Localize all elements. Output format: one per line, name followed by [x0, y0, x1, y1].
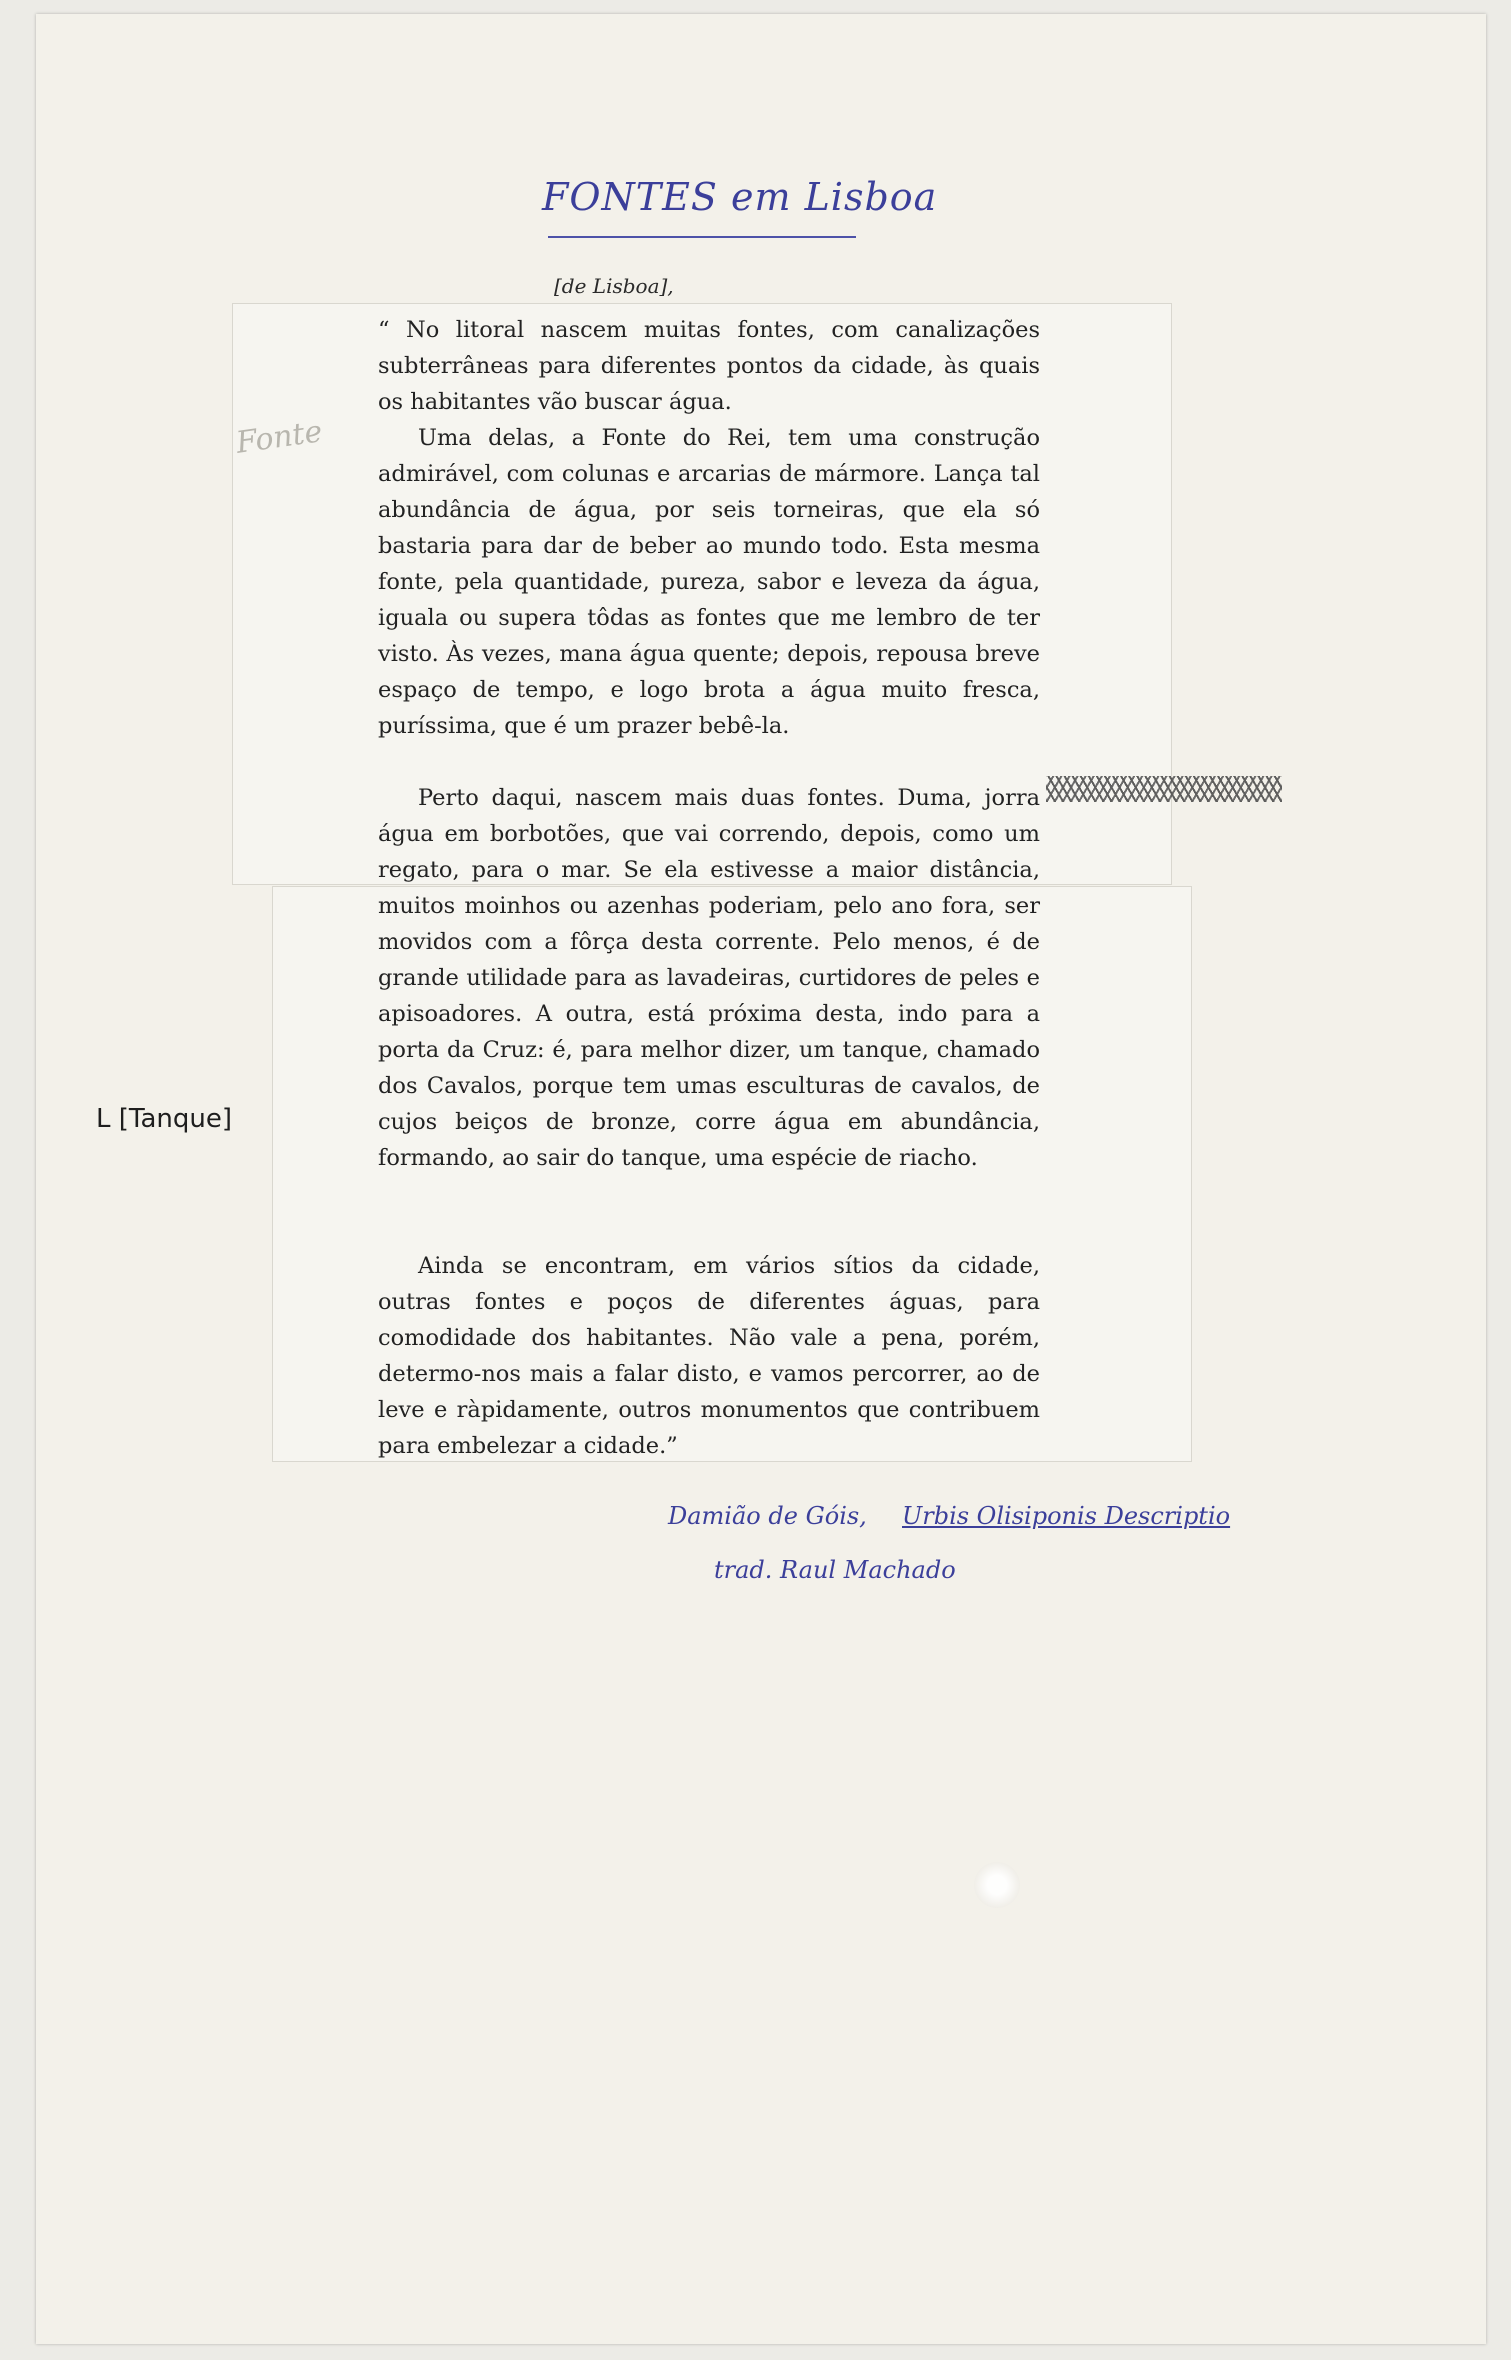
title-underline — [548, 236, 856, 238]
paragraph-3: Perto daqui, nascem mais duas fontes. Duma, jorra água em borbotões, que vai correndo, depois, como um regato, para o mar. Se ela estivesse a maior distância, muitos moinhos ou azenhas poderiam, pelo ano fora, ser movidos com a fôrça desta corrente. Pelo menos, é de grande utilidade para as lavadeiras, curtidores de peles e apisoadores. A outra, está próxima desta, indo para a porta da Cruz: é, para melhor dizer, um tanque, chamado dos Cavalos, porque tem umas esculturas de cavalos, de cujos beiços de bronze, corre água em abundância, formando, ao sair do tanque, uma espécie de riacho. — [378, 785, 1040, 1171]
attribution-source: Urbis Olisiponis Descriptio — [902, 1502, 1231, 1530]
margin-note-fonte: Fonte — [233, 414, 325, 461]
paragraph-2: Uma delas, a Fonte do Rei, tem uma construção admirável, com colunas e arcarias de mármore. Lança tal abundância de água, por seis torneiras, que ela só bastaria para dar de beber ao mundo todo. Esta mesma fonte, pela quantidade, pureza, sabor e leveza da água, iguala ou supera tôdas as fontes que me lembro de ter visto. Às vezes, mana água quente; depois, repousa breve espaço de tempo, e logo brota a água muito fresca, puríssima, que é um prazer bebê-la. — [378, 425, 1040, 739]
handwritten-title: FONTES em Lisboa — [542, 175, 938, 219]
attribution-translator: trad. Raul Machado — [714, 1556, 956, 1584]
paragraph-1: “ No litoral nascem muitas fontes, com canalizações subterrâneas para diferentes pontos da cidade, às quais os habitantes vão buscar água. — [378, 317, 1040, 415]
paper-stain — [974, 1862, 1020, 1908]
insertion-note: [de Lisboa], — [554, 274, 674, 298]
crossed-out-words — [1046, 776, 1282, 802]
paragraph-4: Ainda se encontram, em vários sítios da cidade, outras fontes e poços de diferentes águas, para comodidade dos habitantes. Não vale a pena, porém, determo-nos mais a falar disto, e vamos percorrer, ao de leve e ràpidamente, outros monumentos que contribuem para embelezar a cidade.” — [378, 1253, 1040, 1459]
margin-note-tanque: L [Tanque] — [96, 1104, 233, 1134]
attribution-author: Damião de Góis, — [668, 1502, 867, 1530]
